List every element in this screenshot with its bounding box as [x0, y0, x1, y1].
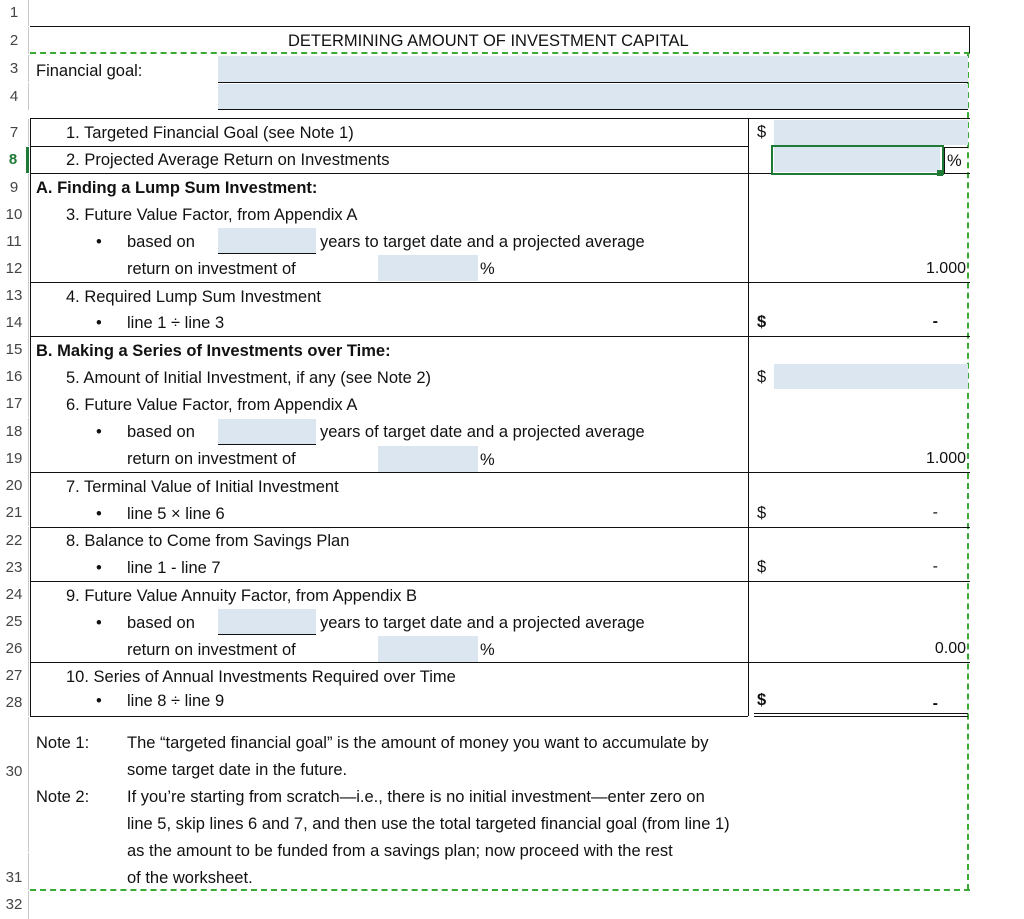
note2-line1: If you’re starting from scratch—i.e., there is no initial investment—enter zero on — [127, 788, 705, 806]
years-text: years to target date and a projected average — [320, 233, 645, 251]
return-label: return on investment of — [127, 260, 296, 278]
row-header[interactable]: 13 — [0, 282, 29, 309]
value-column-divider — [748, 118, 749, 716]
row-header[interactable]: 1 — [0, 0, 29, 26]
return-label: return on investment of — [127, 641, 296, 659]
section-b-heading: B. Making a Series of Investments over Time: — [36, 342, 391, 360]
line5-label: 5. Amount of Initial Investment, if any (see Note 2) — [66, 369, 432, 387]
line4-label: 4. Required Lump Sum Investment — [66, 288, 321, 306]
based-on-label: based on — [127, 614, 195, 632]
grid-line — [30, 336, 970, 337]
line7-dollar: $ — [757, 504, 767, 522]
line10-value: - — [932, 695, 938, 712]
row-header[interactable]: 28 — [0, 689, 29, 716]
line1-input[interactable] — [774, 120, 968, 145]
fill-handle[interactable] — [937, 170, 943, 176]
line2-label: 2. Projected Average Return on Investments — [66, 151, 390, 169]
line10-dollar: $ — [757, 691, 767, 709]
row-header[interactable]: 14 — [0, 309, 29, 336]
years-underline — [218, 634, 316, 635]
row-header[interactable]: 17 — [0, 390, 29, 417]
line6-pct: % — [480, 451, 495, 469]
line4-sub: line 1 ÷ line 3 — [127, 314, 225, 332]
row-header[interactable]: 25 — [0, 608, 29, 635]
line9-value: 0.00 — [934, 640, 966, 657]
based-on-label: based on — [127, 423, 195, 441]
grid-line — [30, 472, 970, 473]
section-a-heading: A. Finding a Lump Sum Investment: — [36, 179, 318, 197]
line9-return-input[interactable] — [378, 636, 478, 662]
row-header[interactable]: 23 — [0, 554, 29, 581]
line10-sub: line 8 ÷ line 9 — [127, 692, 225, 710]
row-header[interactable]: 16 — [0, 363, 29, 390]
line9-years-input[interactable] — [218, 609, 316, 634]
pct-box-left — [944, 147, 945, 173]
grid-line — [30, 662, 970, 663]
line3-years-input[interactable] — [218, 228, 316, 253]
grid-line — [30, 527, 970, 528]
line6-years-input[interactable] — [218, 419, 316, 444]
note1-label: Note 1: — [36, 734, 90, 752]
note1-line1: The “targeted financial goal” is the amount of money you want to accumulate by — [127, 734, 709, 752]
line1-dollar: $ — [757, 123, 767, 141]
double-underline-1 — [754, 713, 968, 714]
grid-line — [30, 118, 970, 119]
note1-line2: some target date in the future. — [127, 761, 348, 779]
line8-label: 8. Balance to Come from Savings Plan — [66, 532, 350, 550]
line6-value: 1.000 — [925, 450, 966, 467]
print-area-top — [30, 52, 970, 54]
bullet: • — [96, 559, 102, 577]
line7-label: 7. Terminal Value of Initial Investment — [66, 478, 339, 496]
financial-goal-underline-1 — [218, 82, 968, 83]
grid-line — [30, 716, 748, 717]
financial-goal-input-2[interactable] — [218, 84, 968, 109]
print-area-bottom — [30, 889, 970, 891]
line8-dollar: $ — [757, 558, 767, 576]
grid-left-border — [30, 118, 31, 716]
line4-dollar: $ — [757, 313, 767, 331]
pct-box-top — [944, 147, 968, 148]
line8-value: - — [932, 558, 938, 575]
row-header[interactable]: 3 — [0, 55, 29, 82]
years-text: years to target date and a projected average — [320, 614, 645, 632]
grid-line — [30, 581, 970, 582]
title-right-border — [969, 26, 970, 53]
row-header[interactable]: 32 — [0, 891, 29, 919]
note2-line3: as the amount to be funded from a savings plan; now proceed with the rest — [127, 842, 673, 860]
line5-dollar: $ — [757, 368, 767, 386]
row-header[interactable]: 10 — [0, 201, 29, 228]
row-header[interactable]: 20 — [0, 472, 29, 499]
line8-sub: line 1 - line 7 — [127, 559, 221, 577]
bullet: • — [96, 505, 102, 523]
line7-sub: line 5 × line 6 — [127, 505, 225, 523]
line3-return-input[interactable] — [378, 255, 478, 281]
line10-label: 10. Series of Annual Investments Required over Time — [66, 668, 456, 686]
line4-value: - — [932, 313, 938, 330]
double-underline-2 — [754, 716, 968, 717]
row-header[interactable]: 9 — [0, 174, 29, 201]
page-title: DETERMINING AMOUNT OF INVESTMENT CAPITAL — [288, 32, 689, 50]
row-header[interactable]: 27 — [0, 662, 29, 689]
financial-goal-input-1[interactable] — [218, 56, 968, 82]
row-header[interactable]: 2 — [0, 27, 29, 54]
title-top-border — [30, 26, 970, 27]
years-underline — [218, 253, 316, 254]
grid-line — [30, 146, 748, 147]
row-header[interactable]: 11 — [0, 228, 29, 255]
row-header[interactable]: 19 — [0, 445, 29, 472]
grid-line — [30, 282, 970, 283]
line3-value: 1.000 — [925, 260, 966, 277]
line6-label: 6. Future Value Factor, from Appendix A — [66, 396, 358, 414]
row-header[interactable]: 31 — [0, 853, 29, 890]
bullet: • — [96, 614, 102, 632]
years-underline — [218, 444, 316, 445]
row-header[interactable]: 12 — [0, 255, 29, 282]
years-text: years of target date and a projected average — [320, 423, 645, 441]
line3-pct: % — [480, 260, 495, 278]
bullet: • — [96, 423, 102, 441]
line7-value: - — [932, 504, 938, 521]
line3-label: 3. Future Value Factor, from Appendix A — [66, 206, 358, 224]
line9-pct: % — [480, 641, 495, 659]
bullet: • — [96, 314, 102, 332]
selected-cell-outline[interactable] — [771, 145, 944, 175]
row-header[interactable]: 30 — [0, 717, 29, 852]
row-header[interactable]: 22 — [0, 527, 29, 554]
note2-line2: line 5, skip lines 6 and 7, and then use the total targeted financial goal (from line 1) — [127, 815, 730, 833]
financial-goal-label: Financial goal: — [36, 62, 143, 80]
financial-goal-underline-2 — [218, 109, 968, 110]
row-header-selected[interactable]: 8 — [0, 147, 29, 173]
note2-line4: of the worksheet. — [127, 869, 253, 887]
return-label: return on investment of — [127, 450, 296, 468]
row-header[interactable]: 26 — [0, 635, 29, 662]
based-on-label: based on — [127, 233, 195, 251]
bullet: • — [96, 233, 102, 251]
line6-return-input[interactable] — [378, 446, 478, 472]
row-header[interactable]: 15 — [0, 336, 29, 363]
row-header[interactable]: 18 — [0, 418, 29, 445]
bullet: • — [96, 692, 102, 710]
line2-pct: % — [947, 152, 962, 170]
line9-label: 9. Future Value Annuity Factor, from Appendix B — [66, 587, 417, 605]
row-header[interactable]: 7 — [0, 119, 29, 146]
line5-input[interactable] — [774, 364, 968, 389]
print-area-right — [967, 52, 969, 890]
note2-label: Note 2: — [36, 788, 90, 806]
row-header[interactable]: 24 — [0, 581, 29, 608]
row-header[interactable]: 21 — [0, 499, 29, 526]
line1-label: 1. Targeted Financial Goal (see Note 1) — [66, 124, 354, 142]
row-header[interactable]: 4 — [0, 83, 29, 110]
